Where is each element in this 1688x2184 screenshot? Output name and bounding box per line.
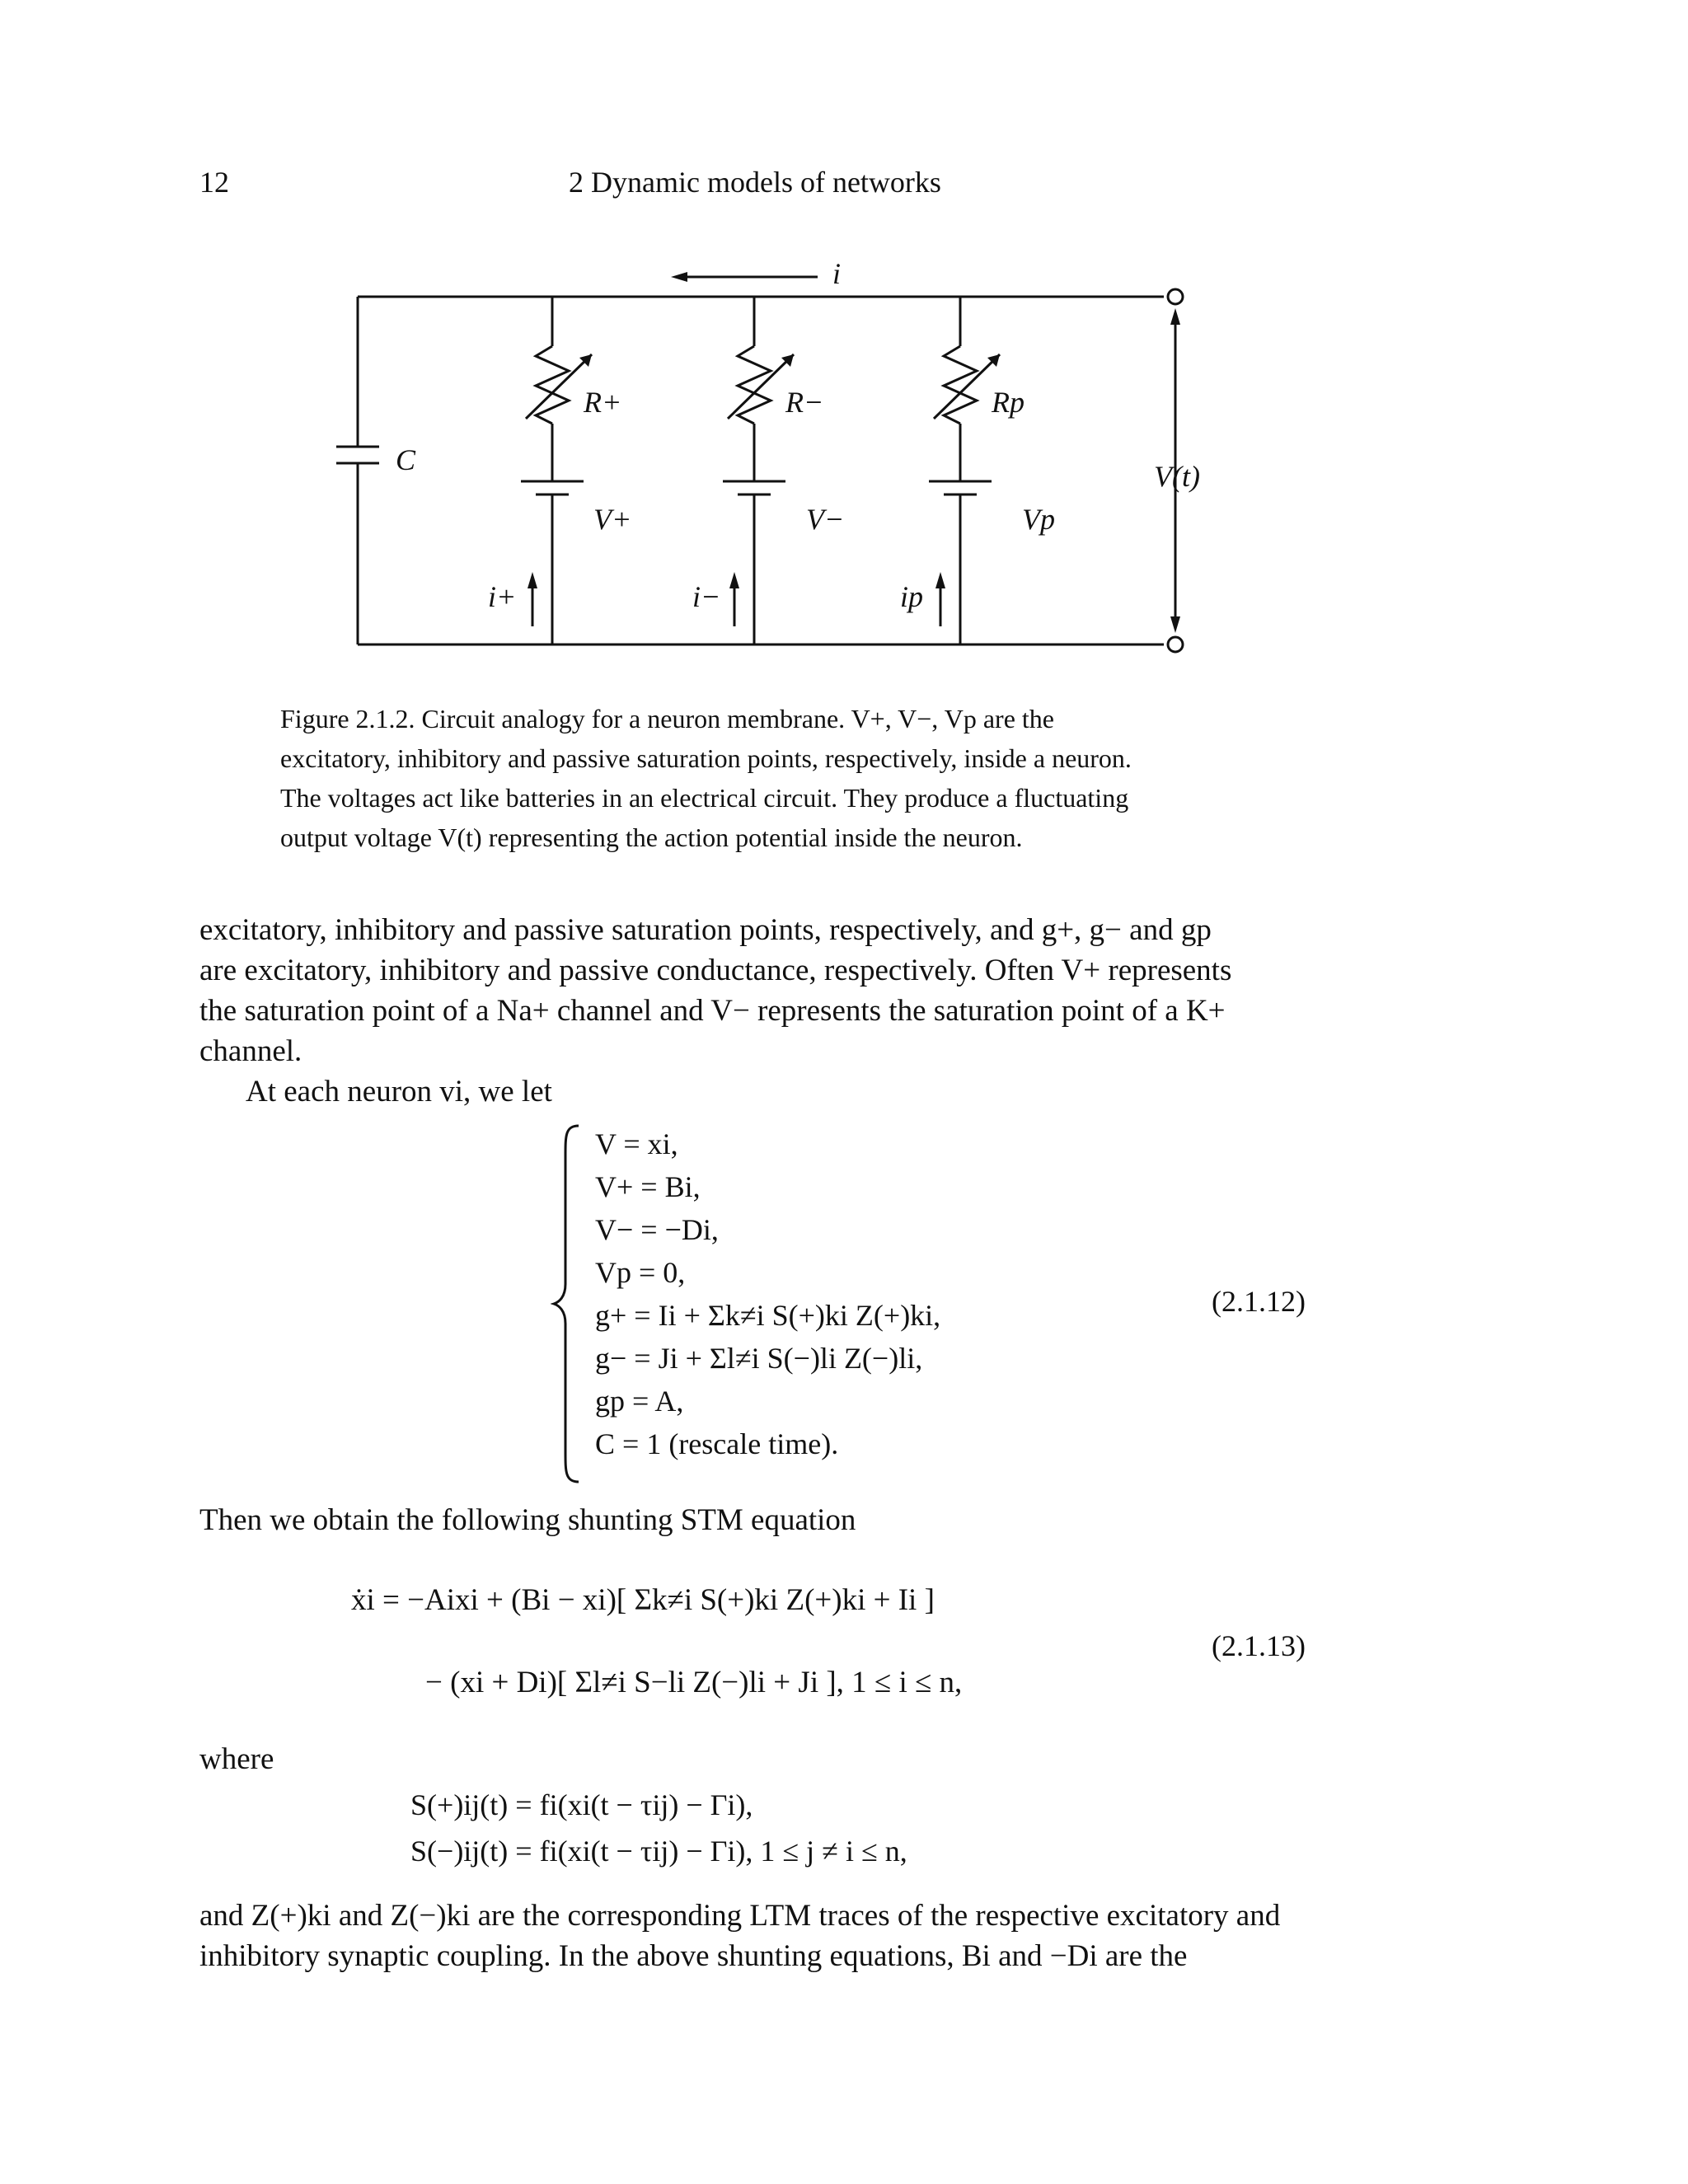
eq-line: V+ = Bi, — [595, 1170, 701, 1203]
text-line: and Z(+)ki and Z(−)ki are the corresponding LTM traces of the respective excitatory and — [199, 1899, 1281, 1933]
terminal-top — [1168, 289, 1183, 304]
resistor-r-minus — [738, 346, 771, 424]
label-i-minus: i− — [692, 580, 721, 613]
text-line: channel. — [199, 1034, 302, 1068]
caption-line: The voltages act like batteries in an electrical circuit. They produce a fluctuating — [280, 783, 1129, 813]
label-current: i — [832, 257, 842, 290]
paragraph — [199, 910, 1320, 1071]
eq-line: g+ = Ii + Σk≠i S(+)ki Z(+)ki, — [595, 1299, 941, 1332]
eq-line: g− = Ji + Σl≠i S(−)li Z(−)li, — [595, 1342, 923, 1375]
label-i-plus: i+ — [488, 580, 517, 613]
label-v-p: Vp — [1022, 503, 1055, 536]
paragraph-intro: At each neuron vi, we let — [246, 1075, 552, 1108]
eq-line: − (xi + Di)[ Σl≠i S−li Z(−)li + Ji ], 1 ≤ i ≤ n, — [425, 1666, 963, 1699]
label-r-minus: R− — [785, 386, 824, 419]
equation-number: (2.1.13) — [1212, 1629, 1306, 1662]
page-number: 12 — [199, 166, 229, 199]
label-r-plus: R+ — [584, 386, 622, 419]
label-v-minus: V− — [806, 503, 845, 536]
paragraph: Then we obtain the following shunting STM equation — [199, 1503, 856, 1537]
where-label: where — [199, 1742, 274, 1776]
caption-line: excitatory, inhibitory and passive saturation points, respectively, inside a neuron. — [280, 743, 1132, 773]
equation-2-1-13 — [351, 1559, 962, 1724]
equation-where — [410, 1782, 907, 1874]
caption-line: output voltage V(t) representing the action potential inside the neuron. — [280, 823, 1023, 852]
eq-line: Vp = 0, — [595, 1256, 686, 1289]
text-line: the saturation point of a Na+ channel and V− represents the saturation point of a K+ — [199, 994, 1226, 1028]
caption-line: Figure 2.1.2. Circuit analogy for a neuron membrane. V+, V−, Vp are the — [280, 704, 1054, 733]
text-line: inhibitory synaptic coupling. In the above shunting equations, Bi and −Di are the — [199, 1939, 1188, 1973]
paragraph — [199, 1896, 1320, 1976]
text-line: excitatory, inhibitory and passive saturation points, respectively, and g+, g− and gp — [199, 913, 1212, 947]
circuit-diagram — [330, 247, 1236, 676]
terminal-bottom — [1168, 637, 1183, 652]
label-v-plus: V+ — [593, 503, 632, 536]
running-title: 2 Dynamic models of networks — [569, 166, 941, 199]
resistor-r-p — [944, 346, 977, 424]
resistor-r-plus — [536, 346, 569, 424]
label-r-p: Rp — [992, 386, 1025, 419]
label-output: V(t) — [1154, 460, 1200, 493]
figure-caption — [280, 699, 1335, 857]
label-capacitor: C — [396, 443, 416, 476]
eq-line: C = 1 (rescale time). — [595, 1427, 839, 1460]
text-line: are excitatory, inhibitory and passive conductance, respectively. Often V+ represents — [199, 954, 1232, 987]
eq-line: S(−)ij(t) = fi(xi(t − τij) − Γi), 1 ≤ j ≠ i ≤ n, — [410, 1835, 907, 1868]
label-i-p: ip — [900, 580, 924, 613]
equation-number: (2.1.12) — [1212, 1285, 1306, 1318]
eq-line: ẋi = −Aixi + (Bi − xi)[ Σk≠i S(+)ki Z(+)ki + Ii ] — [351, 1583, 935, 1617]
eq-line: S(+)ij(t) = fi(xi(t − τij) − Γi), — [410, 1788, 753, 1821]
current-arrowhead — [671, 272, 687, 282]
equation-system-2-1-12 — [595, 1122, 940, 1465]
eq-line: gp = A, — [595, 1385, 684, 1418]
left-brace — [551, 1122, 584, 1485]
eq-line: V− = −Di, — [595, 1213, 719, 1246]
eq-line: V = xi, — [595, 1127, 678, 1160]
